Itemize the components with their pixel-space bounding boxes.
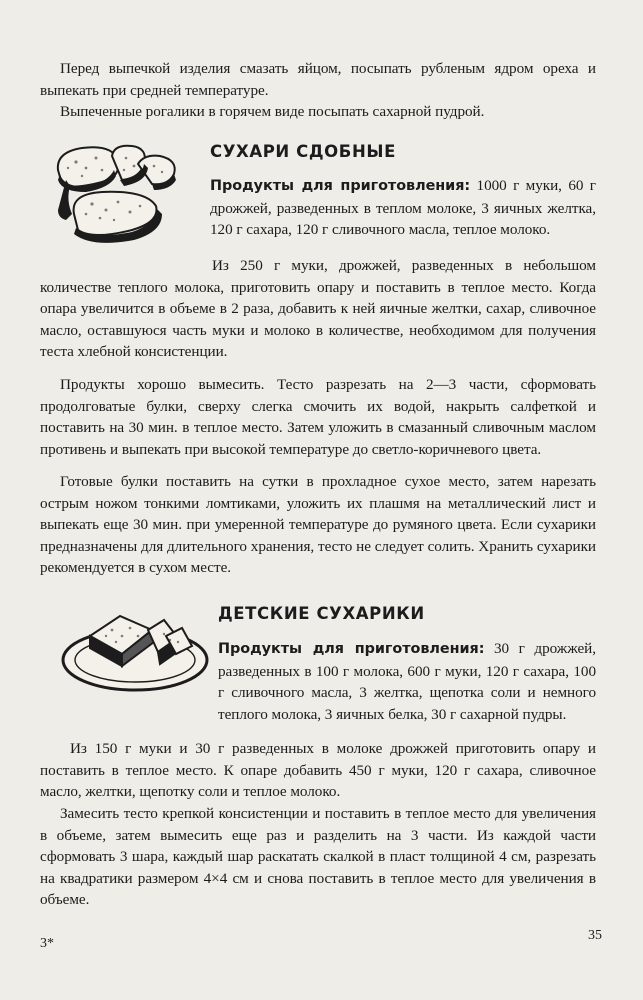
section-title-detskie-suhariki: ДЕТСКИЕ СУХАРИКИ — [218, 604, 425, 623]
section1-products-label: Продукты для приготовления: — [210, 178, 471, 194]
page-number: 35 — [588, 928, 602, 943]
section1-products-text: 1000 г муки, 60 г дрожжей, разведенных в теплом молоке, 3 яичных желтка, 120 г сахара, 120 г сливочного масла, теплое молоко. — [210, 177, 596, 239]
section1-paragraph-1-text: Из 250 г муки, дрожжей, разведенных в небольшом количестве теплого молока, приготовить опару и поставить в теплое место. Когда опара увеличится в объеме в 2 раза, добавить к ней яичные желтки, сахар, сливочное масло, оставшуюся часть муки и молоко в количестве, необходимом для получения теста хлебной консистенции. — [40, 257, 596, 361]
rusks-illustration-icon — [52, 140, 192, 245]
section1-paragraph-2: Продукты хорошо вымесить. Тесто разрезать на 2—3 части, сформовать продолговатые булки, сверху слегка смочить их водой, накрыть салфеткой и поставить на 30 мин. в теплое место. Затем уложить в смазанный сливочным маслом противень и выпекать при высокой температуре до светло-коричневого цвета. — [40, 376, 596, 458]
section1-paragraph-1 — [40, 255, 596, 363]
children-rusks-plate-icon — [60, 608, 210, 696]
section2-paragraph-1: Из 150 г муки и 30 г разведенных в молоке дрожжей приготовить опару и поставить в теплое место. К опаре добавить 450 г муки, 120 г сахара, сливочное масло, желтки, щепотку соли и теплое молоко. — [40, 740, 596, 801]
intro-paragraph-2: Выпеченные рогалики в горячем виде посыпать сахарной пудрой. — [60, 103, 485, 120]
intro-paragraph-1: Перед выпечкой изделия смазать яйцом, посыпать рубленым ядром ореха и выпекать при средней температуре. — [40, 60, 596, 99]
section2-products — [218, 638, 596, 725]
section2-products-label: Продукты для приготовления: — [218, 641, 485, 657]
section1-paragraph-3: Готовые булки поставить на сутки в прохладное сухое место, затем нарезать острым ножом тонкими ломтиками, уложить их плашмя на металлический лист и выпекать еще 30 мин. при умеренной температуре до румяного цвета. Если сухарики предназначены для длительного хранения, тесто не следует солить. Хранить сухарики рекомендуется в сухом месте. — [40, 473, 596, 577]
section2-products-text: 30 г дрожжей, разведенных в 100 г молока, 600 г муки, 120 г сахара, 100 г сливочного масла, 3 желтка, щепотка соли и немного теплого молока, 3 яичных белка, 30 г сахарной пудры. — [218, 640, 596, 723]
section2-paragraph-2: Замесить тесто крепкой консистенции и поставить в теплое место для увеличения в объеме, затем вымесить еще раз и разделить на 3 части. Из каждой части сформовать 3 шара, каждый шар раскатать скалкой в пласт толщиной 4 см, разрезать на квадратики размером 4×4 см и снова поставить в теплое место для увеличения в объеме. — [40, 805, 596, 909]
section-title-suhari-sdobnye: СУХАРИ СДОБНЫЕ — [210, 142, 396, 161]
signature-mark: 3* — [40, 936, 54, 951]
section1-products — [210, 175, 596, 241]
